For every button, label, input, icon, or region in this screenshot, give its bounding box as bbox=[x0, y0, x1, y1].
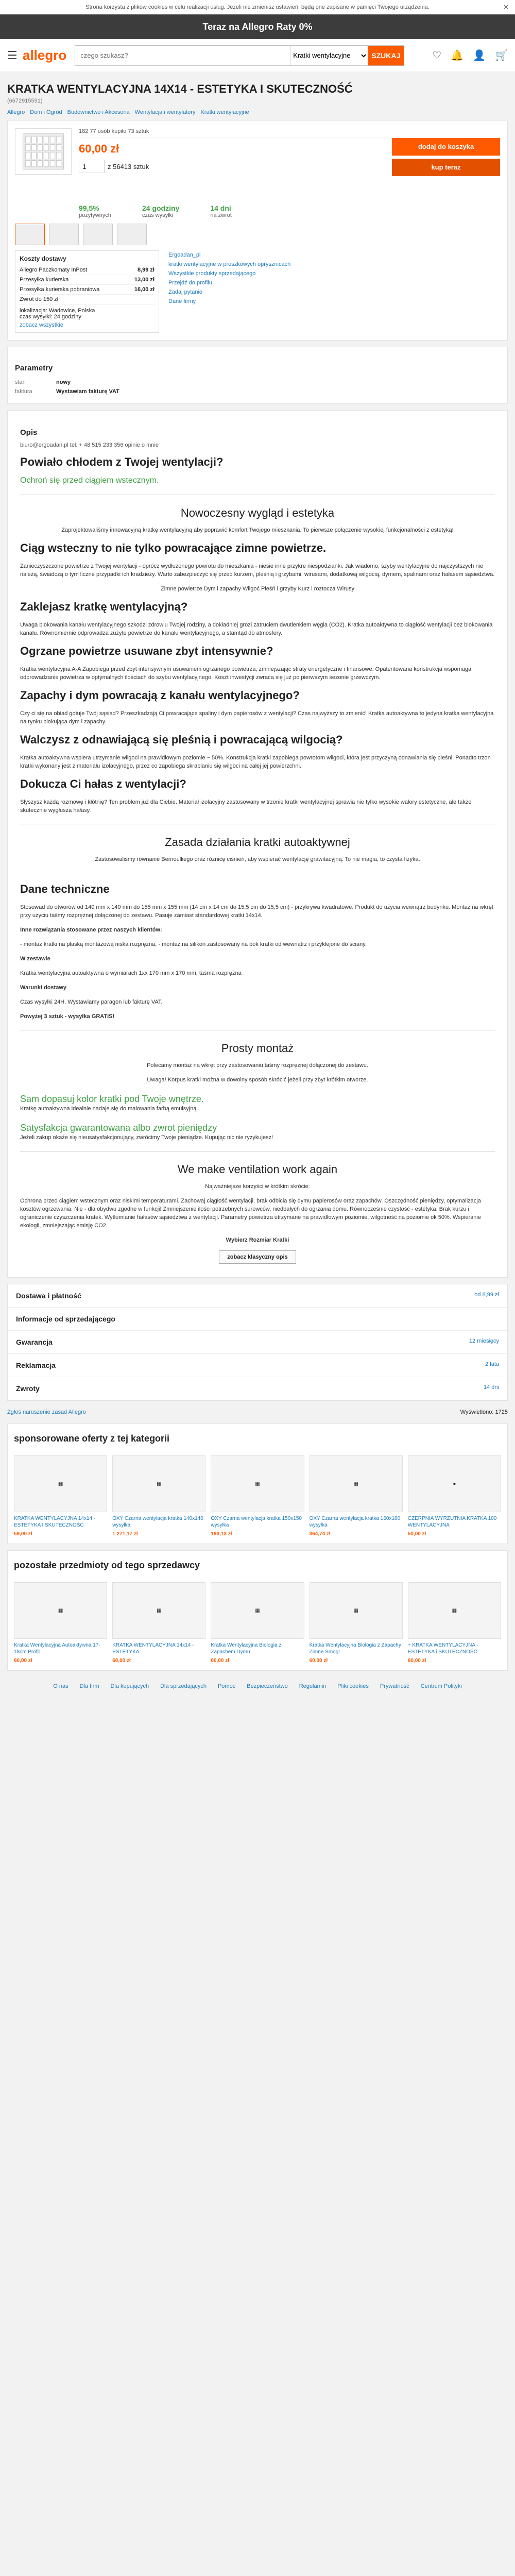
paragraph: Najważniejsze korzyści w krótkim skrócie: bbox=[205, 1183, 310, 1190]
heading: W zestawie bbox=[20, 956, 50, 962]
crumb-link[interactable]: Budownictwo i Akcesoria bbox=[67, 109, 130, 115]
description-section bbox=[7, 410, 508, 1278]
offer-tile[interactable] bbox=[14, 1582, 107, 1664]
shipping-time: czas wysyłki: 24 godziny bbox=[20, 314, 81, 320]
offer-price: 50,00 zł bbox=[407, 1531, 426, 1537]
stat-return bbox=[210, 204, 232, 218]
stat-value: 24 godziny bbox=[142, 204, 180, 212]
footer-link[interactable]: Pliki cookies bbox=[337, 1683, 369, 1689]
paragraph: Polecamy montaż na wkręt przy zastosowaniu taśmy rozprężnej dołączonej do zestawu. bbox=[147, 1062, 368, 1069]
offer-price: 59,00 zł bbox=[14, 1531, 32, 1537]
offer-name[interactable]: OXY Czarna wentylacja kratka 160x160 wysyłka bbox=[309, 1516, 401, 1528]
offer-price: 364,74 zł bbox=[309, 1531, 331, 1537]
offer-price: 60,00 zł bbox=[407, 1658, 426, 1664]
accordion-title: Zwroty bbox=[16, 1384, 40, 1393]
heading: Inne rozwiązania stosowane przez naszych klientów: bbox=[20, 927, 162, 933]
thumbnail[interactable] bbox=[49, 224, 79, 245]
footer-link[interactable]: Dla firm bbox=[79, 1683, 99, 1689]
param-key: faktura bbox=[15, 388, 32, 395]
heading: Ogrzane powietrze usuwane zbyt intensywnie? bbox=[20, 645, 273, 657]
cart-icon[interactable]: 🛒 bbox=[495, 50, 508, 61]
accordion bbox=[7, 1284, 508, 1401]
footer-link[interactable]: Dla kupujących bbox=[110, 1683, 149, 1689]
seller-link[interactable]: Zadaj pytanie bbox=[168, 289, 203, 295]
offer-image[interactable]: ● bbox=[408, 1455, 501, 1512]
seller-link[interactable]: Przejdź do profilu bbox=[168, 280, 212, 286]
offer-image[interactable]: ▦ bbox=[310, 1582, 403, 1639]
offer-price: 1 271,17 zł bbox=[112, 1531, 138, 1537]
seller-name[interactable]: Ergoadan_pl bbox=[168, 252, 201, 258]
parameters-section bbox=[7, 347, 508, 404]
offer-image[interactable]: ▦ bbox=[112, 1582, 205, 1639]
offer-tile[interactable] bbox=[310, 1582, 403, 1664]
heart-icon[interactable]: ♡ bbox=[432, 50, 442, 61]
paragraph: Kratka wentylacyjna autoaktywna o wymiarach 1xx 170 mm x 170 mm, taśma rozprężna bbox=[20, 970, 242, 976]
parameters-title: Parametry bbox=[15, 364, 53, 372]
offer-tile[interactable] bbox=[14, 1455, 107, 1537]
delivery-row bbox=[20, 275, 154, 285]
offer-name[interactable]: KRATKA WENTYLACYJNA 14x14 - ESTETYKA I SKUTECZNOŚĆ bbox=[14, 1516, 96, 1528]
offer-image[interactable]: ▦ bbox=[211, 1455, 304, 1512]
crumb-link[interactable]: Kratki wentylacyjne bbox=[200, 109, 249, 115]
paragraph: Uwaga! Korpus kratki można w dowolny sposób skrócić jeżeli przy zbyt krótkim otworze. bbox=[147, 1077, 368, 1083]
footer-link[interactable]: Centrum Polityki bbox=[420, 1683, 462, 1689]
offer-name[interactable]: Kratka Wentylacyjna Biologia z Zapachem Dymu bbox=[211, 1642, 282, 1655]
report-link[interactable]: Zgłoś naruszenie zasad Allegro bbox=[7, 1409, 86, 1415]
delivery-row bbox=[20, 295, 154, 304]
accordion-value: 2 lata bbox=[485, 1361, 499, 1367]
offer-name[interactable]: KRATKA WENTYLACYJNA 14x14 - ESTETYKA bbox=[112, 1642, 194, 1655]
raty-banner[interactable] bbox=[0, 14, 515, 39]
offer-name[interactable]: Kratka Wentylacyjna Biologia z Zapachy Zimne Smog! bbox=[309, 1642, 401, 1655]
heading: Warunki dostawy bbox=[20, 985, 67, 991]
stat-label: na zwrot bbox=[210, 212, 232, 218]
offer-image[interactable]: ▦ bbox=[408, 1582, 501, 1639]
offer-tile[interactable] bbox=[112, 1455, 205, 1537]
search-button[interactable]: SZUKAJ bbox=[368, 46, 404, 65]
accordion-item[interactable] bbox=[8, 1284, 507, 1308]
search-input[interactable] bbox=[75, 46, 290, 65]
see-all-link[interactable]: zobacz wszystkie bbox=[20, 322, 63, 328]
stat-shipping bbox=[142, 204, 179, 218]
accordion-item[interactable] bbox=[8, 1354, 507, 1377]
cookie-bar bbox=[0, 0, 515, 14]
top-header bbox=[0, 39, 515, 72]
heading: Dane techniczne bbox=[20, 883, 110, 895]
contact-info: biuro@ergoadan.pl tel. + 48 515 233 356 opinie o mnie bbox=[20, 442, 159, 448]
quantity-available: z 56413 sztuk bbox=[108, 162, 149, 171]
crumb-link[interactable]: Dom i Ogród bbox=[30, 109, 62, 115]
delivery-costs bbox=[15, 250, 159, 333]
section-title: pozostałe przedmioty od tego sprzedawcy bbox=[14, 1560, 200, 1570]
paragraph: Słyszysz każdą rozmowę i kłótnię? Ten problem już dla Ciebie. Materiał izolacyjny zastosowany w trzonie kratki wentylacyjnej sprawia nie tylko wysokie walory estetyczne, ale także skutecznie wygłusza hałasy. bbox=[20, 799, 472, 814]
offer-tile[interactable] bbox=[310, 1455, 403, 1537]
delivery-title: Koszty dostawy bbox=[20, 255, 66, 262]
paragraph: Zanieczyszczone powietrze z Twojej wentylacji - oprócz wydłużonego powrotu do mieszkania - niesie inne przykre niespodzianki. Jak wiadomo, szyby wentylacyjne do najczystszych nie należą, świadczą o tym liczne przypadki ich kradzieży. Warto zabezpieczyć się przed kurzem, pleśnią i grzybami, wirusami, dodatkową wilgocią, dymem, spalinami oraz hałasem sąsiedztwa. bbox=[20, 563, 495, 578]
paragraph: Czy ci się na obiad gotuje Twój sąsiad? Przeszkadzają Ci powracające spaliny i dym papierosów z wentylacji? Czas najwyższy to zmienić! Kratka autoaktywna to jedyna kratka wentylacyjna na rynku blokująca dym i zapachy. bbox=[20, 710, 494, 725]
offer-name[interactable]: CZERPNIA WYRZUTNIA KRATKA 100 WENTYLACYJNA bbox=[407, 1516, 497, 1528]
param-value: nowy bbox=[56, 379, 71, 385]
offer-name[interactable]: + KRATKA WENTYLACYJNA - ESTETYKA i SKUTECZNOŚĆ bbox=[407, 1642, 478, 1655]
heading: Satysfakcja gwarantowana albo zwrot pieniędzy bbox=[20, 1123, 217, 1133]
offer-price: 60,00 zł bbox=[14, 1658, 32, 1664]
footer-link[interactable]: Prywatność bbox=[380, 1683, 409, 1689]
paragraph: Powyżej 3 sztuk - wysyłka GRATIS! bbox=[20, 1013, 115, 1020]
thumbnail[interactable] bbox=[83, 224, 113, 245]
accordion-item[interactable] bbox=[8, 1377, 507, 1400]
offer-name[interactable]: Kratka Wentylacyjna Autoaktywna 17-18cm Profil bbox=[14, 1642, 100, 1655]
offer-tile[interactable] bbox=[112, 1582, 205, 1664]
offer-tile[interactable] bbox=[408, 1455, 501, 1537]
delivery-name: Przesyłka kurierska bbox=[20, 277, 69, 283]
heading: Powiało chłodem z Twojej wentylacji? bbox=[20, 455, 224, 468]
crumb-link[interactable]: Allegro bbox=[7, 109, 25, 115]
accordion-value: 14 dni bbox=[484, 1384, 499, 1391]
offer-name[interactable]: OXY Czarna wentylacja kratka 140x140 wysyłka bbox=[112, 1516, 203, 1528]
stat-value: 99,5% bbox=[79, 204, 99, 212]
accordion-title: Dostawa i płatność bbox=[16, 1292, 81, 1300]
offer-price: 60,00 zł bbox=[309, 1658, 328, 1664]
offer-tile[interactable] bbox=[408, 1582, 501, 1664]
offer-tile[interactable] bbox=[211, 1582, 304, 1664]
product-image[interactable] bbox=[15, 128, 72, 175]
quantity-input[interactable] bbox=[79, 160, 105, 173]
close-icon[interactable]: ✕ bbox=[503, 3, 509, 11]
paragraph: Czas wysyłki 24H. Wystawiamy paragon lub fakturę VAT. bbox=[20, 999, 163, 1005]
paragraph: Kratkę autoaktywna idealnie nadaje się do malowania farbą emulsyjną. bbox=[20, 1106, 198, 1112]
delivery-price: 13,00 zł bbox=[134, 277, 154, 283]
delivery-price: 8,99 zł bbox=[137, 267, 154, 273]
offer-image[interactable]: ▦ bbox=[211, 1582, 304, 1639]
offer-price: 60,00 zł bbox=[211, 1658, 229, 1664]
section-title: sponsorowane oferty z tej kategorii bbox=[14, 1433, 170, 1444]
seller-link[interactable]: Wszystkie produkty sprzedającego bbox=[168, 270, 256, 277]
footer-link[interactable]: O nas bbox=[53, 1683, 68, 1689]
offer-price: 60,00 zł bbox=[112, 1658, 131, 1664]
offer-card bbox=[7, 121, 508, 341]
param-key: stan bbox=[15, 379, 26, 385]
price: 60,00 zł bbox=[79, 142, 119, 155]
paragraph: Zimne powietrze Dym i zapachy Wilgoć Pleśń i grzyby Kurz i roztocza Wirusy bbox=[161, 586, 354, 592]
user-icon[interactable]: 👤 bbox=[473, 50, 486, 61]
allegro-logo[interactable]: allegro bbox=[23, 47, 67, 63]
add-to-cart-button[interactable]: dodaj do koszyka bbox=[392, 138, 500, 156]
raty-text: Teraz na Allegro Raty 0% bbox=[202, 21, 313, 32]
paragraph: Uwaga blokowania kanału wentylacyjnego szkodzi zdrowiu Twojej rodziny, a dokładniej grozi zatruciem dwutlenkiem węgla (CO2). Kratka autoaktywna to ciągłość wentylacji bez blokowania kanału. Równomiernie odprowadza zużyte powietrze do kanału wentylacyjnego, a stamtąd do atmosfery. bbox=[20, 622, 493, 636]
offer-image[interactable]: ▦ bbox=[14, 1582, 107, 1639]
stat-positive bbox=[79, 204, 111, 218]
heading: Sam dopasuj kolor kratki pod Twoje wnętrze. bbox=[20, 1094, 204, 1104]
paragraph: - montaż kratki na płaską montażową niska rozprężna, - montaż na silikon zastosowany na bok kratki od wewnątrz i przyklejone do ściany. bbox=[20, 941, 367, 947]
paragraph: Zastosowaliśmy równanie Bernoulliego oraz różnicę ciśnień, aby wspierać wentylację grawitacyjną. To nie magia, to czysta fizyka. bbox=[95, 856, 420, 862]
heading: Dokucza Ci hałas z wentylacji? bbox=[20, 777, 186, 790]
accordion-item[interactable] bbox=[8, 1308, 507, 1331]
category-select[interactable] bbox=[290, 46, 368, 65]
heading: Walczysz z odnawiającą się pleśnią i powracającą wilgocią? bbox=[20, 733, 343, 746]
stat-value: 14 dni bbox=[210, 204, 231, 212]
thumbnail-strip bbox=[15, 224, 500, 245]
delivery-name: Allegro Paczkomaty InPost bbox=[20, 267, 88, 273]
thumbnail[interactable] bbox=[117, 224, 147, 245]
paragraph: Ochrona przed ciągiem wstecznym oraz niskimi temperaturami. Zachowaj ciągłość wentylacji, brak odbicia się dymu papierosów oraz zapachów. Oszczędność pieniędzy, optymalizacja kosztów ogrzewania. Nie - dla obydwu zgodne w funkcji! Zmniejszenie ilości potrzebnych surowców, niedbałych do ogrzania domu. Równocześnie czystość - estetyka. Brak kurzu i ograniczenie czyszczenia kratek. Wytłumianie hałasów sąsiedztwa z wentylacji. Parametry powietrza utrzymane na prawidłowym poziomie, wilgotność na poziomie ok 50%. Wspieranie ekologii, zmniejszając emisję CO2. bbox=[20, 1198, 481, 1229]
accordion-title: Reklamacja bbox=[16, 1361, 56, 1369]
accordion-value: od 8,99 zł bbox=[474, 1292, 499, 1298]
footer bbox=[7, 1671, 508, 1702]
return-label: Zwrot do 150 zł bbox=[20, 296, 59, 302]
delivery-row bbox=[20, 285, 154, 295]
param-value: Wystawiam fakturę VAT bbox=[56, 388, 119, 395]
sponsored-section bbox=[7, 1423, 508, 1544]
stat-label: pozytywnych bbox=[79, 212, 111, 218]
offer-name[interactable]: OXY Czarna wentylacja kratka 150x150 wysyłka bbox=[211, 1516, 302, 1528]
offer-image[interactable]: ▦ bbox=[310, 1455, 403, 1512]
seller-link[interactable]: Dane firmy bbox=[168, 298, 196, 304]
classic-description-button[interactable]: zobacz klasyczny opis bbox=[219, 1250, 296, 1264]
paragraph: Stosowad do otworów od 140 mm x 140 mm do 155 mm x 155 mm (14 cm x 14 cm do 15,5 cm do 15,5 cm) - przykrywa kwadratowe. Produkt do użycia wewnątrz budynku. Montaż na wkręt przy użyciu taśmy rozprężnej dołączonej do zestawu. Pasuje zamiast standardowej kratki 14x14. bbox=[20, 904, 493, 919]
breadcrumb bbox=[7, 109, 508, 115]
heading: Ciąg wsteczny to nie tylko powracające zimne powietrze. bbox=[20, 541, 327, 554]
subheading: Ochroń się przed ciągiem wstecznym. bbox=[20, 476, 159, 485]
heading: Nowoczesny wygląd i estetyka bbox=[180, 506, 335, 519]
offer-price: 193,13 zł bbox=[211, 1531, 232, 1537]
location: lokalizacja: Wadowice, Polska bbox=[20, 308, 95, 314]
views-count: Wyświetlono: 1725 bbox=[460, 1409, 508, 1415]
sold-count: 182 77 osób kupiło 73 sztuk bbox=[79, 128, 500, 138]
heading: Zasada działania kratki autoaktywnej bbox=[165, 836, 350, 849]
accordion-title: Informacje od sprzedającego bbox=[16, 1315, 115, 1323]
buy-now-button[interactable]: kup teraz bbox=[392, 159, 500, 176]
paragraph: Jeżeli zakup okaże się nieusatysfakcjonujący, zwrócimy Twoje pieniądze. Kupując nic nie ryzykujesz! bbox=[20, 1134, 273, 1141]
seller-others-section bbox=[7, 1550, 508, 1671]
heading: Zapachy i dym powracają z kanału wentylacyjnego? bbox=[20, 689, 300, 702]
offer-id: (6672915591) bbox=[7, 98, 43, 104]
heading: Prosty montaż bbox=[221, 1042, 294, 1055]
delivery-name: Przesyłka kurierska pobraniowa bbox=[20, 286, 100, 293]
accordion-title: Gwarancja bbox=[16, 1338, 53, 1346]
seller-box bbox=[168, 250, 500, 333]
accordion-value: 12 miesięcy bbox=[469, 1338, 499, 1344]
bell-icon[interactable]: 🔔 bbox=[451, 50, 464, 61]
heading: We make ventilation work again bbox=[177, 1163, 338, 1176]
accordion-item[interactable] bbox=[8, 1331, 507, 1354]
footer-link[interactable]: Pomoc bbox=[217, 1683, 236, 1689]
search-bar bbox=[75, 45, 404, 66]
stat-label: czas wysyłki bbox=[142, 212, 174, 218]
offer-image[interactable]: ▦ bbox=[14, 1455, 107, 1512]
offer-image[interactable]: ▦ bbox=[112, 1455, 205, 1512]
footer-link[interactable]: Regulamin bbox=[299, 1683, 327, 1689]
footer-link[interactable]: Dla sprzedających bbox=[160, 1683, 207, 1689]
paragraph: Wybierz Rozmiar Kratki bbox=[226, 1237, 289, 1243]
thumbnail[interactable] bbox=[15, 224, 45, 245]
paragraph: Kratka autoaktywna wspiera utrzymanie wilgoci na prawidłowym poziomie ~ 50%. Konstrukcja kratki zapobiega powrotom wilgoci, która jest przyczyną odnawiania się pleśni. Ponadto trzon kratki wykonany jest z materiału izolacyjnego, przez co zapobiega skraplaniu się wilgoci na całej jej powierzchni. bbox=[20, 755, 491, 769]
offer-tile[interactable] bbox=[211, 1455, 304, 1537]
seller-link[interactable]: kratki wentylacyjne w proszkowych oprysznicach bbox=[168, 261, 291, 267]
footer-link[interactable]: Bezpieczeństwo bbox=[247, 1683, 288, 1689]
delivery-row bbox=[20, 265, 154, 275]
menu-icon[interactable]: ☰ bbox=[7, 48, 18, 62]
cookie-text: Strona korzysta z plików cookies w celu realizacji usług. Jeżeli nie zmienisz ustawień, będą one zapisane w pamięci Twojego urządzenia. bbox=[85, 4, 430, 10]
product-title: KRATKA WENTYLACYJNA 14X14 - ESTETYKA I SKUTECZNOŚĆ bbox=[7, 82, 353, 95]
paragraph: Zaprojektowaliśmy innowacyjną kratkę wentylacyjną aby poprawić komfort Twojego mieszkania. To pierwsze połączenie wysokiej funkcjonalności z estetyką! bbox=[61, 527, 454, 533]
paragraph: Kratka wentylacyjna A-A Zapobiega przed zbyt intensywnym usuwaniem ogrzanego powietrza, zmniejszając straty energetyczne i finansowe. Opatentowana konstrukcja wspomaga odprowadzanie powietrza w optymalnych ilościach do szybu wentylacyjnego. Koszt inwestycji zwraca się już po pierwszym sezonie grzewczym. bbox=[20, 666, 472, 681]
crumb-link[interactable]: Wentylacja i wentylatory bbox=[134, 109, 196, 115]
description-title: Opis bbox=[20, 428, 38, 437]
heading: Zaklejasz kratkę wentylacyjną? bbox=[20, 600, 188, 613]
delivery-price: 16,00 zł bbox=[134, 286, 154, 293]
